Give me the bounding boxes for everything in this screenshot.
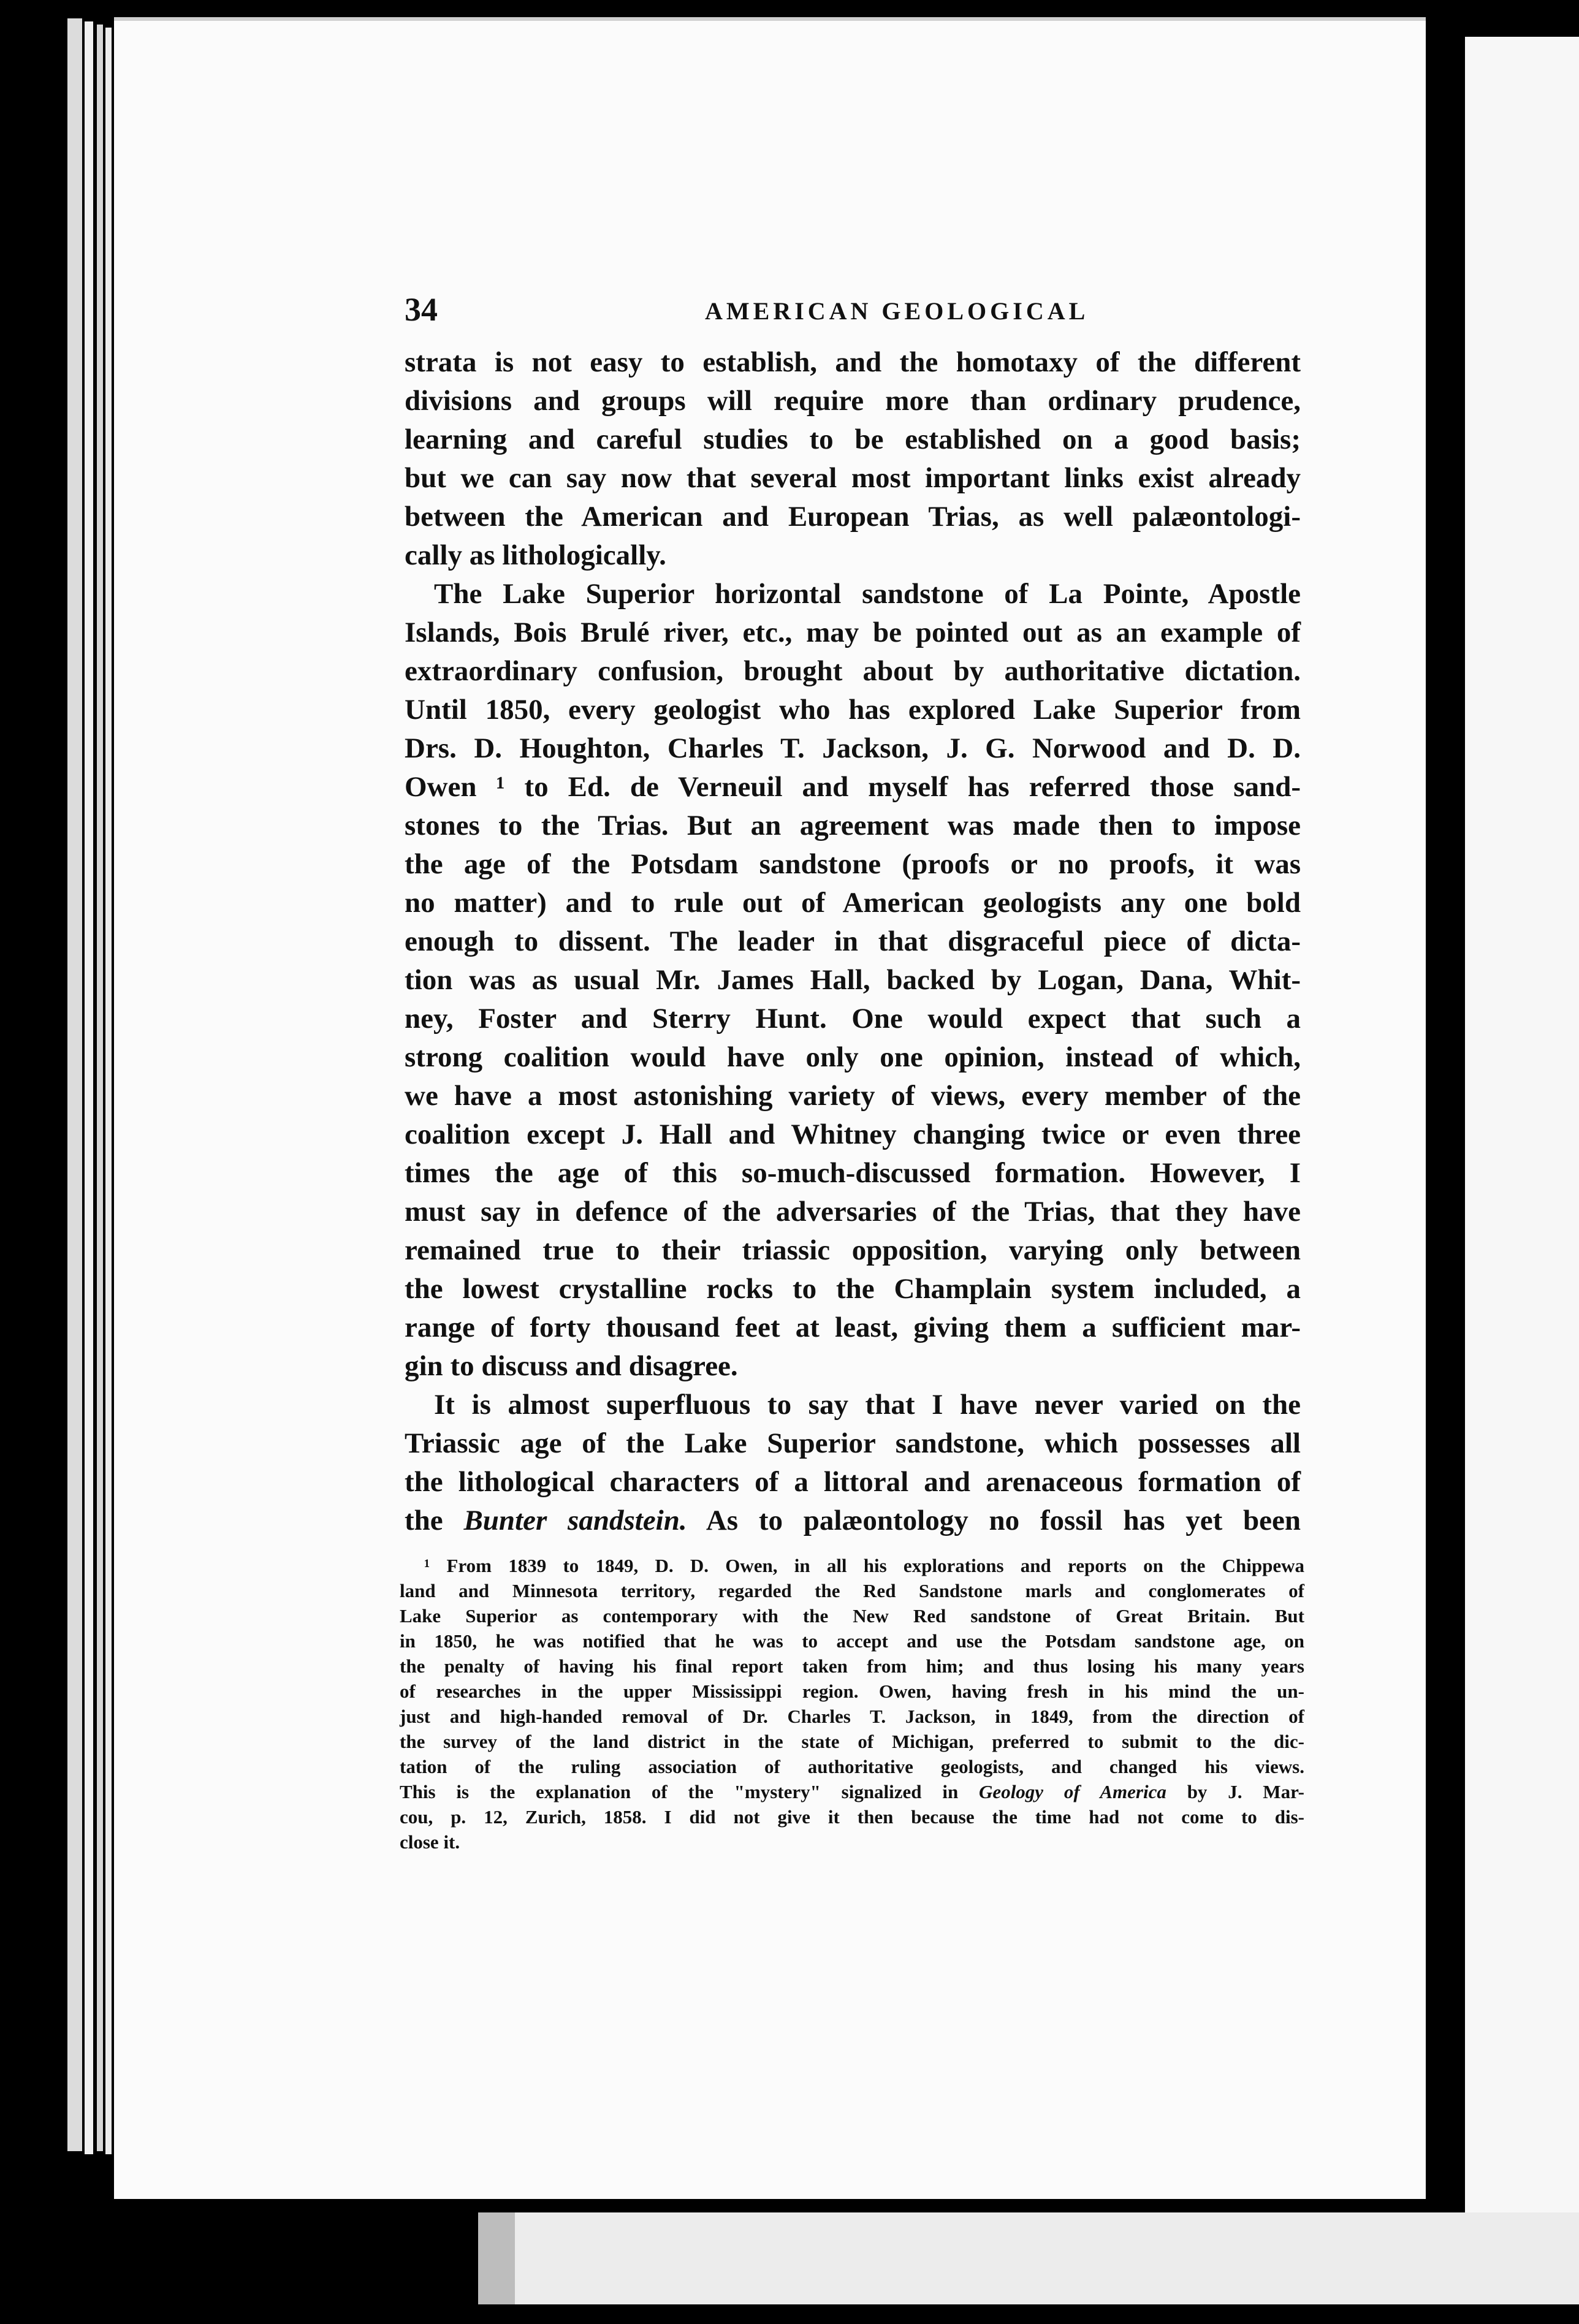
text-line: learning and careful studies to be established on a good basis; bbox=[405, 423, 1301, 455]
text-line: Until 1850, every geologist who has explored Lake Superior from bbox=[405, 694, 1301, 726]
text-line: extraordinary confusion, brought about by authoritative dictation. bbox=[405, 655, 1301, 687]
footnote-line: Lake Superior as contemporary with the New Red sandstone of Great Britain. But bbox=[400, 1605, 1304, 1627]
footnote-line bbox=[400, 1779, 1304, 1804]
page-edge bbox=[97, 25, 103, 2151]
footnote-line: ¹ From 1839 to 1849, D. D. Owen, in all his explorations and reports on the Chippewa bbox=[424, 1555, 1304, 1576]
text-line: range of forty thousand feet at least, giving them a sufficient mar- bbox=[405, 1312, 1301, 1343]
bottom-strip bbox=[478, 2212, 1579, 2304]
footnote-line: just and high-handed removal of Dr. Charles T. Jackson, in 1849, from the direction of bbox=[400, 1706, 1304, 1727]
text-line: Owen ¹ to Ed. de Verneuil and myself has referred those sand- bbox=[405, 771, 1301, 803]
text-line: enough to dissent. The leader in that disgraceful piece of dicta- bbox=[405, 925, 1301, 957]
footnote-line: close it. bbox=[400, 1831, 460, 1853]
page-number: 34 bbox=[405, 291, 438, 328]
text-line: coalition except J. Hall and Whitney changing twice or even three bbox=[405, 1118, 1301, 1150]
text-line: tion was as usual Mr. James Hall, backed by Logan, Dana, Whit- bbox=[405, 964, 1301, 996]
text-line: we have a most astonishing variety of views, every member of the bbox=[405, 1080, 1301, 1112]
text-line: divisions and groups will require more than ordinary prudence, bbox=[405, 385, 1301, 417]
text-line: ney, Foster and Sterry Hunt. One would expect that such a bbox=[405, 1003, 1301, 1035]
facing-page-edge bbox=[1465, 37, 1579, 2243]
text-line: Islands, Bois Brulé river, etc., may be pointed out as an example of bbox=[405, 617, 1301, 648]
text-fragment: This is the explanation of the "mystery" signalized in bbox=[400, 1781, 959, 1802]
text-line: no matter) and to rule out of American geologists any one bold bbox=[405, 887, 1301, 919]
footnote-line: in 1850, he was notified that he was to accept and use the Potsdam sandstone age, on bbox=[400, 1630, 1304, 1652]
text-line: The Lake Superior horizontal sandstone of La Pointe, Apostle bbox=[434, 578, 1301, 610]
page-edge bbox=[67, 18, 82, 2151]
text-line: stones to the Trias. But an agreement was made then to impose bbox=[405, 810, 1301, 841]
footnote-line: cou, p. 12, Zurich, 1858. I did not give it then because the time had not come to dis- bbox=[400, 1806, 1304, 1828]
italic-title: Geology of America bbox=[979, 1781, 1166, 1802]
text-line: strong coalition would have only one opinion, instead of which, bbox=[405, 1041, 1301, 1073]
footnote-line: tation of the ruling association of authoritative geologists, and changed his views. bbox=[400, 1756, 1304, 1777]
text-line: remained true to their triassic opposition, varying only between bbox=[405, 1234, 1301, 1266]
text-line bbox=[405, 1502, 1301, 1540]
footnote-line: of researches in the upper Mississippi region. Owen, having fresh in his mind the un- bbox=[400, 1680, 1304, 1702]
footnote-line: land and Minnesota territory, regarded the Red Sandstone marls and conglomerates of bbox=[400, 1580, 1304, 1601]
running-head bbox=[405, 290, 1385, 333]
text-line: but we can say now that several most important links exist already bbox=[405, 462, 1301, 494]
text-line: must say in defence of the adversaries of the Trias, that they have bbox=[405, 1196, 1301, 1228]
text-fragment: by J. Mar- bbox=[1187, 1781, 1305, 1802]
text-line: times the age of this so-much-discussed formation. However, I bbox=[405, 1157, 1301, 1189]
running-title: AMERICAN GEOLOGICAL bbox=[705, 297, 1089, 325]
page-edge bbox=[85, 21, 93, 2154]
text-line: the lowest crystalline rocks to the Champlain system included, a bbox=[405, 1273, 1301, 1305]
italic-term: Bunter sandstein. bbox=[463, 1505, 687, 1536]
text-line: cally as lithologically. bbox=[405, 539, 666, 571]
body-text bbox=[405, 343, 1301, 1540]
text-line: Triassic age of the Lake Superior sandstone, which possesses all bbox=[405, 1427, 1301, 1459]
text-fragment: the bbox=[405, 1505, 443, 1536]
text-line: the lithological characters of a littoral and arenaceous formation of bbox=[405, 1466, 1301, 1498]
bottom-strip-shadow bbox=[478, 2212, 515, 2304]
page-edge bbox=[105, 28, 112, 2154]
footnote-line: the penalty of having his final report taken from him; and thus losing his many years bbox=[400, 1655, 1304, 1677]
text-line: Drs. D. Houghton, Charles T. Jackson, J. G. Norwood and D. D. bbox=[405, 732, 1301, 764]
text-line: It is almost superfluous to say that I have never varied on the bbox=[434, 1389, 1301, 1421]
text-line: the age of the Potsdam sandstone (proofs or no proofs, it was bbox=[405, 848, 1301, 880]
text-fragment: As to palæontology no fossil has yet been bbox=[706, 1505, 1301, 1536]
footnote-line: the survey of the land district in the state of Michigan, preferred to submit to the dic- bbox=[400, 1731, 1304, 1752]
text-line: strata is not easy to establish, and the homotaxy of the different bbox=[405, 346, 1301, 378]
footnotes bbox=[400, 1553, 1304, 1855]
text-line: gin to discuss and disagree. bbox=[405, 1350, 738, 1382]
text-line: between the American and European Trias, as well palæontologi- bbox=[405, 501, 1301, 533]
